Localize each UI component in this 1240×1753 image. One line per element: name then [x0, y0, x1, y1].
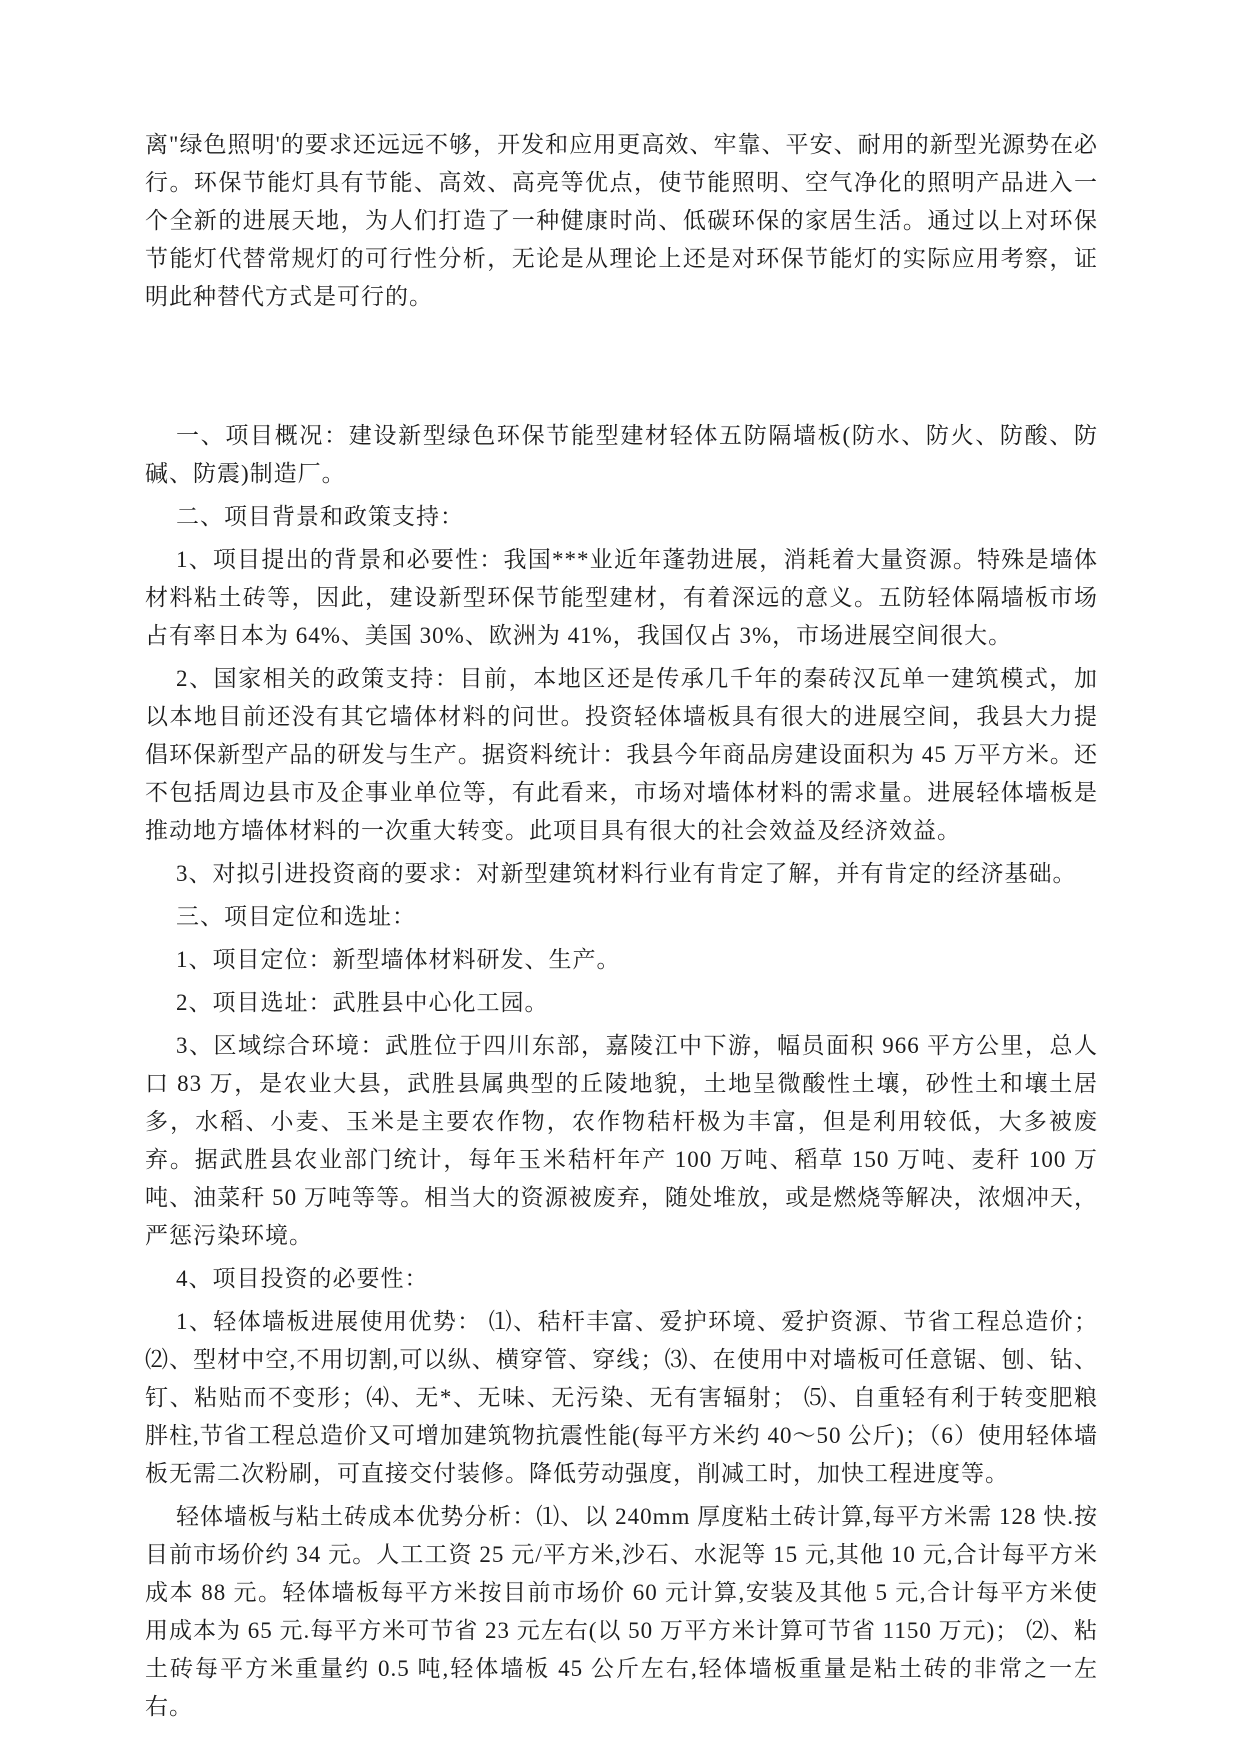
para-item-3-2-site-selection: 2、项目选址：武胜县中心化工园。 — [176, 990, 549, 1015]
para-section-3-heading: 三、项目定位和选址： — [176, 904, 416, 929]
para-item-4-heading-investment-necessity: 4、项目投资的必要性： — [176, 1266, 429, 1291]
para-item-2-1-background-necessity: 1、项目提出的背景和必要性：我国***业近年蓬勃进展，消耗着大量资源。特殊是墙体材料粘土砖等，因此，建设新型环保节能型建材，有着深远的意义。五防轻体隔墙板市场占有率日本为 64%、美国 30%、欧洲为 41%，我国仅占 3%，市场进展空间很大。 — [145, 547, 1098, 648]
para-item-4-1-wallboard-advantages: 1、轻体墙板进展使用优势： ⑴、秸杆丰富、爱护环境、爱护资源、节省工程总造价；⑵、型材中空,不用切割,可以纵、横穿管、穿线；⑶、在使用中对墙板可任意锯、刨、钻、钉、粘贴而不变形；⑷、无*、无味、无污染、无有害辐射； ⑸、自重轻有利于转变肥粮胖柱,节省工程总造价又可增加建筑物抗震性能(每平方米约 40～50 公斤)；（6）使用轻体墙板无需二次粉刷，可直接交付装修。降低劳动强度，削减工时，加快工程进度等。 — [145, 1309, 1098, 1486]
section-gap — [145, 321, 1098, 417]
para-section-2-heading: 二、项目背景和政策支持： — [176, 504, 464, 529]
para-led-feasibility-conclusion: 离"绿色照明'的要求还远远不够，开发和应用更高效、牢靠、平安、耐用的新型光源势在必行。环保节能灯具有节能、高效、高亮等优点，使节能照明、空气净化的照明产品进入一个全新的进展天地，为人们打造了一种健康时尚、低碳环保的家居生活。通过以上对环保节能灯代替常规灯的可行性分析，无论是从理论上还是对环保节能灯的实际应用考察，证明此种替代方式是可行的。 — [145, 132, 1098, 309]
para-item-3-3-regional-environment: 3、区域综合环境：武胜位于四川东部，嘉陵江中下游，幅员面积 966 平方公里，总人口 83 万，是农业大县，武胜县属典型的丘陵地貌，土地呈微酸性土壤，砂性土和壤土居多，水稻、小麦、玉米是主要农作物，农作物秸杆极为丰富，但是利用较低，大多被废弃。据武胜县农业部门统计，每年玉米秸杆年产 100 万吨、稻草 150 万吨、麦秆 100 万吨、油菜秆 50 万吨等等。相当大的资源被废弃，随处堆放，或是燃烧等解决，浓烟冲天，严惩污染环境。 — [145, 1033, 1098, 1248]
para-item-2-2-policy-support: 2、国家相关的政策支持：目前，本地区还是传承几千年的秦砖汉瓦单一建筑模式，加以本地目前还没有其它墙体材料的问世。投资轻体墙板具有很大的进展空间，我县大力提倡环保新型产品的研发与生产。据资料统计：我县今年商品房建设面积为 45 万平方米。还不包括周边县市及企事业单位等，有此看来，市场对墙体材料的需求量。进展轻体墙板是推动地方墙体材料的一次重大转变。此项目具有很大的社会效益及经济效益。 — [145, 666, 1098, 843]
para-cost-advantage-analysis: 轻体墙板与粘土砖成本优势分析：⑴、以 240mm 厚度粘土砖计算,每平方米需 128 快.按目前市场价约 34 元。人工工资 25 元/平方米,沙石、水泥等 15 元,其他 10 元,合计每平方米成本 88 元。轻体墙板每平方米按目前市场价 60 元计算,安装及其他 5 元,合计每平方米使用成本为 65 元.每平方米可节省 23 元左右(以 50 万平方米计算可节省 1150 万元)； ⑵、粘土砖每平方米重量约 0.5 吨,轻体墙板 45 公斤左右,轻体墙板重量是粘土砖的非常之一左右。 — [145, 1504, 1098, 1719]
para-item-2-3-investor-requirements: 3、对拟引进投资商的要求：对新型建筑材料行业有肯定了解，并有肯定的经济基础。 — [176, 861, 1077, 886]
para-section-1-project-overview: 一、项目概况：建设新型绿色环保节能型建材轻体五防隔墙板(防水、防火、防酸、防碱、防震)制造厂。 — [145, 423, 1098, 486]
para-item-3-1-positioning: 1、项目定位：新型墙体材料研发、生产。 — [176, 947, 621, 972]
